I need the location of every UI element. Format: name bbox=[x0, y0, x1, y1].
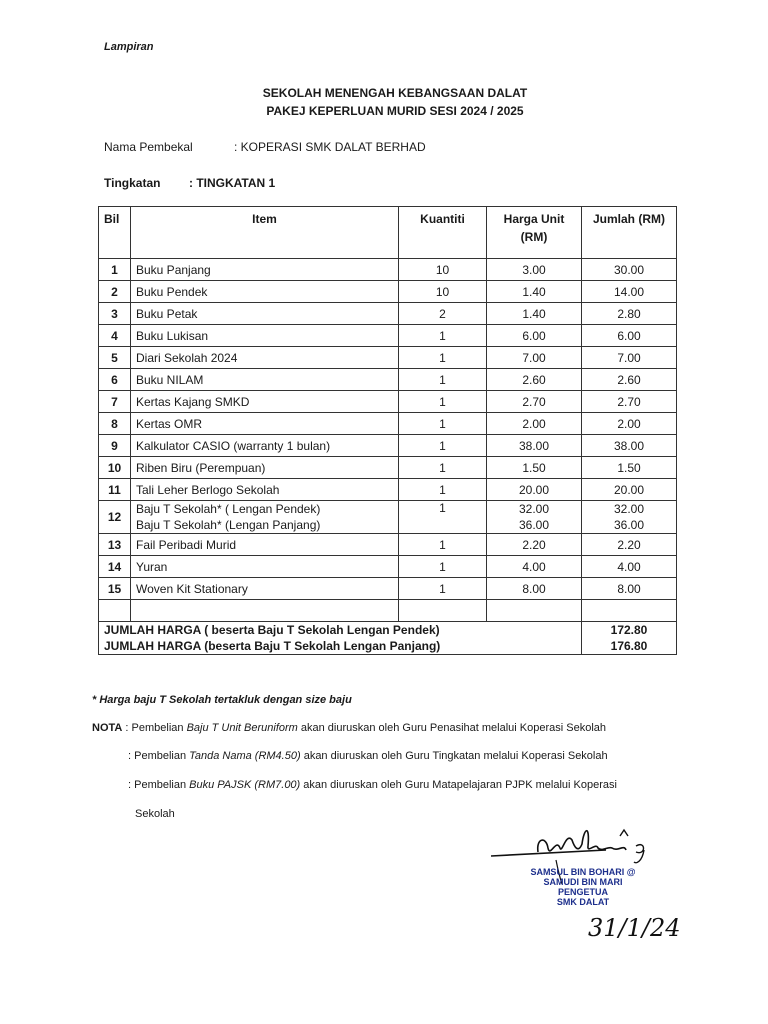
nota2-text-b: akan diuruskan oleh Guru Tingkatan melalui Koperasi Sekolah bbox=[300, 750, 608, 762]
official-stamp bbox=[518, 867, 648, 907]
table-row bbox=[99, 435, 677, 457]
cell-unit: 1.40 bbox=[487, 281, 582, 303]
item-short-sleeve: Baju T Sekolah* ( Lengan Pendek) bbox=[136, 502, 321, 516]
cell-unit bbox=[487, 501, 582, 534]
header-qty: Kuantiti bbox=[399, 207, 487, 259]
cell-bil: 1 bbox=[99, 259, 131, 281]
cell-qty: 1 bbox=[399, 556, 487, 578]
cell-qty: 1 bbox=[399, 413, 487, 435]
cell-item: Buku Pendek bbox=[131, 281, 399, 303]
signature-date: 31/1/24 bbox=[588, 914, 681, 942]
cell-qty: 1 bbox=[399, 347, 487, 369]
cell-qty: 1 bbox=[399, 578, 487, 600]
cell-bil: 8 bbox=[99, 413, 131, 435]
cell-unit: 38.00 bbox=[487, 435, 582, 457]
header-item: Item bbox=[131, 207, 399, 259]
cell-total: 2.60 bbox=[582, 369, 677, 391]
table-row bbox=[99, 413, 677, 435]
cell-item: Kalkulator CASIO (warranty 1 bulan) bbox=[131, 435, 399, 457]
document-title-block bbox=[0, 84, 768, 120]
table-row bbox=[99, 281, 677, 303]
cell-unit: 2.60 bbox=[487, 369, 582, 391]
cell-qty: 1 bbox=[399, 479, 487, 501]
table-row bbox=[99, 457, 677, 479]
cell-item: Yuran bbox=[131, 556, 399, 578]
table-row bbox=[99, 347, 677, 369]
cell-qty: 2 bbox=[399, 303, 487, 325]
table-row bbox=[99, 325, 677, 347]
cell-qty: 10 bbox=[399, 281, 487, 303]
nota3-text-b: akan diuruskan oleh Guru Matapelajaran PJPK melalui Koperasi bbox=[300, 779, 617, 791]
total-label-long: JUMLAH HARGA (beserta Baju T Sekolah Lengan Panjang) bbox=[104, 639, 441, 653]
cell-total: 6.00 bbox=[582, 325, 677, 347]
nota1-italic: Baju T Unit Beruniform bbox=[186, 722, 298, 734]
cell-unit: 8.00 bbox=[487, 578, 582, 600]
table-row bbox=[99, 556, 677, 578]
nota-line-2 bbox=[128, 750, 608, 762]
table-header-row bbox=[99, 207, 677, 259]
cell-qty: 1 bbox=[399, 391, 487, 413]
item-long-sleeve: Baju T Sekolah* (Lengan Panjang) bbox=[136, 518, 321, 532]
cell-item: Kertas OMR bbox=[131, 413, 399, 435]
cell-qty: 10 bbox=[399, 259, 487, 281]
cell-item: Riben Biru (Perempuan) bbox=[131, 457, 399, 479]
school-name: SEKOLAH MENENGAH KEBANGSAAN DALAT bbox=[262, 86, 528, 100]
cell-total: 2.70 bbox=[582, 391, 677, 413]
cell-bil: 10 bbox=[99, 457, 131, 479]
cell-item: Tali Leher Berlogo Sekolah bbox=[131, 479, 399, 501]
cell-item: Buku Petak bbox=[131, 303, 399, 325]
nota-line-3 bbox=[128, 779, 617, 791]
cell-bil: 7 bbox=[99, 391, 131, 413]
lampiran-label: Lampiran bbox=[104, 41, 154, 53]
total-values bbox=[582, 622, 677, 655]
stamp-position: PENGETUA bbox=[557, 887, 608, 897]
cell-unit: 20.00 bbox=[487, 479, 582, 501]
table-row bbox=[99, 369, 677, 391]
cell-qty: 1 bbox=[399, 369, 487, 391]
stamp-name: SAMSUL BIN BOHARI @ bbox=[530, 867, 636, 877]
unit-long: 36.00 bbox=[518, 518, 550, 532]
cell-bil: 2 bbox=[99, 281, 131, 303]
total-labels bbox=[99, 622, 582, 655]
cell-unit: 4.00 bbox=[487, 556, 582, 578]
cell-item: Buku Panjang bbox=[131, 259, 399, 281]
nota-label: NOTA bbox=[92, 722, 123, 734]
total-long: 36.00 bbox=[613, 518, 645, 532]
total-row bbox=[99, 622, 677, 655]
cell-bil: 4 bbox=[99, 325, 131, 347]
cell-bil: 15 bbox=[99, 578, 131, 600]
cell-item: Buku NILAM bbox=[131, 369, 399, 391]
header-bil: Bil bbox=[99, 207, 131, 259]
level-line bbox=[104, 176, 275, 190]
cell-unit: 1.50 bbox=[487, 457, 582, 479]
table-row bbox=[99, 391, 677, 413]
cell-bil: 14 bbox=[99, 556, 131, 578]
cell-item bbox=[131, 501, 399, 534]
table-row bbox=[99, 534, 677, 556]
nota2-text-a: : Pembelian bbox=[128, 750, 190, 762]
stamp-school: SMK DALAT bbox=[556, 897, 610, 907]
header-total: Jumlah (RM) bbox=[582, 207, 677, 259]
supplier-line bbox=[104, 140, 426, 154]
cell-qty: 1 bbox=[399, 501, 487, 534]
cell-total: 8.00 bbox=[582, 578, 677, 600]
total-label-short: JUMLAH HARGA ( beserta Baju T Sekolah Lengan Pendek) bbox=[104, 623, 440, 637]
cell-total: 2.00 bbox=[582, 413, 677, 435]
cell-bil: 12 bbox=[99, 501, 131, 534]
supplier-value: : KOPERASI SMK DALAT BERHAD bbox=[234, 140, 426, 154]
table-row bbox=[99, 479, 677, 501]
cell-unit: 2.70 bbox=[487, 391, 582, 413]
cell-unit: 1.40 bbox=[487, 303, 582, 325]
table-row bbox=[99, 578, 677, 600]
cell-bil: 11 bbox=[99, 479, 131, 501]
package-title: PAKEJ KEPERLUAN MURID SESI 2024 / 2025 bbox=[266, 104, 524, 118]
cell-unit: 7.00 bbox=[487, 347, 582, 369]
cell-item: Diari Sekolah 2024 bbox=[131, 347, 399, 369]
cell-bil: 5 bbox=[99, 347, 131, 369]
table-row bbox=[99, 303, 677, 325]
cell-qty: 1 bbox=[399, 435, 487, 457]
cell-bil: 13 bbox=[99, 534, 131, 556]
unit-short: 32.00 bbox=[518, 502, 550, 516]
empty-row bbox=[99, 600, 677, 622]
level-label: Tingkatan bbox=[104, 176, 161, 190]
cell-total: 20.00 bbox=[582, 479, 677, 501]
cell-bil: 3 bbox=[99, 303, 131, 325]
table-row bbox=[99, 501, 677, 534]
size-note: * Harga baju T Sekolah tertakluk dengan size baju bbox=[92, 694, 352, 706]
total-value-short: 172.80 bbox=[610, 623, 648, 637]
cell-total: 38.00 bbox=[582, 435, 677, 457]
nota3-text-a: : Pembelian bbox=[128, 779, 190, 791]
total-value-long: 176.80 bbox=[610, 639, 648, 653]
cell-item: Buku Lukisan bbox=[131, 325, 399, 347]
cell-total: 4.00 bbox=[582, 556, 677, 578]
cell-qty: 1 bbox=[399, 325, 487, 347]
cell-total: 30.00 bbox=[582, 259, 677, 281]
header-unit-price: Harga Unit (RM) bbox=[487, 207, 582, 259]
level-value: : TINGKATAN 1 bbox=[189, 176, 276, 190]
cell-qty: 1 bbox=[399, 457, 487, 479]
stamp-alias: SAMUDI BIN MARI bbox=[543, 877, 623, 887]
cell-qty: 1 bbox=[399, 534, 487, 556]
cell-item: Woven Kit Stationary bbox=[131, 578, 399, 600]
cell-unit: 6.00 bbox=[487, 325, 582, 347]
supplier-label: Nama Pembekal bbox=[104, 140, 193, 154]
cell-bil: 6 bbox=[99, 369, 131, 391]
table-row bbox=[99, 259, 677, 281]
cell-total bbox=[582, 501, 677, 534]
cell-total: 2.20 bbox=[582, 534, 677, 556]
cell-unit: 2.20 bbox=[487, 534, 582, 556]
nota-line-4: Sekolah bbox=[135, 808, 175, 820]
cell-total: 2.80 bbox=[582, 303, 677, 325]
nota1-text-a: : Pembelian bbox=[122, 722, 187, 734]
nota3-italic: Buku PAJSK (RM7.00) bbox=[189, 779, 301, 791]
items-table bbox=[98, 206, 677, 655]
cell-item: Kertas Kajang SMKD bbox=[131, 391, 399, 413]
nota1-text-b: akan diuruskan oleh Guru Penasihat melalui Koperasi Sekolah bbox=[297, 722, 607, 734]
nota2-italic: Tanda Nama (RM4.50) bbox=[189, 750, 301, 762]
cell-total: 1.50 bbox=[582, 457, 677, 479]
cell-bil: 9 bbox=[99, 435, 131, 457]
nota-line-1 bbox=[92, 722, 606, 734]
cell-unit: 2.00 bbox=[487, 413, 582, 435]
total-short: 32.00 bbox=[613, 502, 645, 516]
cell-total: 14.00 bbox=[582, 281, 677, 303]
cell-item: Fail Peribadi Murid bbox=[131, 534, 399, 556]
cell-unit: 3.00 bbox=[487, 259, 582, 281]
cell-total: 7.00 bbox=[582, 347, 677, 369]
